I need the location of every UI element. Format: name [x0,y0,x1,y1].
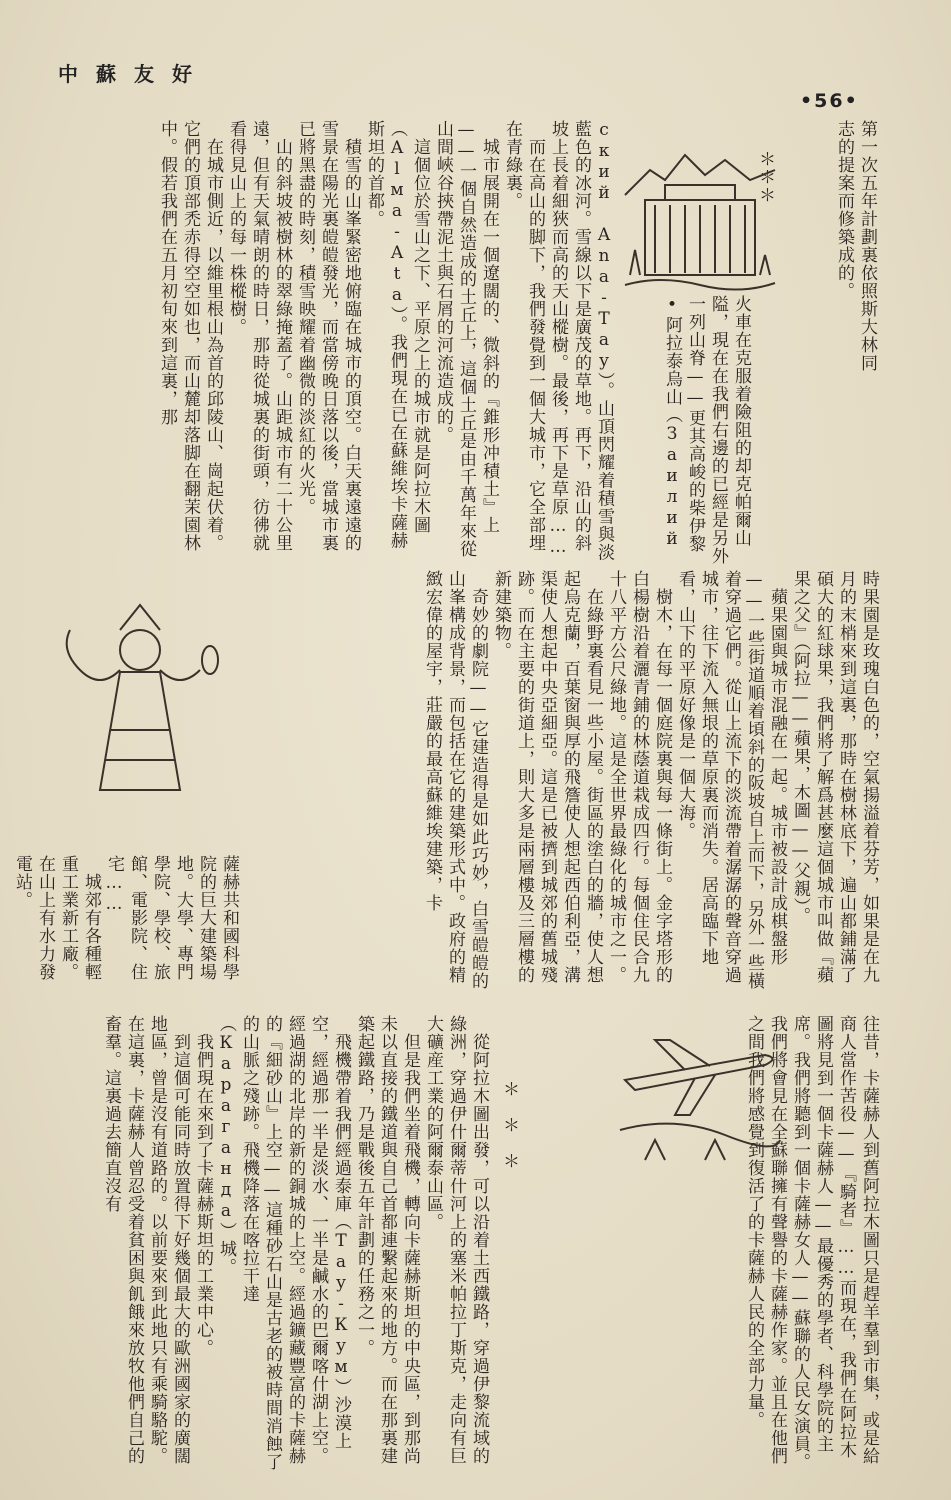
text-top-left: ский Ana-Tay）。山頂閃耀着積雪與淡藍色的冰河。雪線以下是廣茂的草地。再下，沿山的斜坡上長着細狹而高的天山樅樹。最後，再下是草原…… 而在高山的脚下，我們發覺到一個大城市，它全部埋在青綠裏。 城市展開在一個遼闊的、微斜的『錐形冲積土』上——一個自然造成的土丘上，這個土丘是由千萬年來從山間峽谷挾帶泥土與石屑的河流造成的。 這個位於雪山之下、平原之上的城市就是阿拉木圖（Аlма-Аta）。我們現在已在蘇維埃卡薩赫斯坦的首都。 積雪的山峯緊密地俯臨在城市的頂空。白天裏遠遠的雪景在陽光裏皚皚發光，而當傍晚日落以後，當城市裏已將黑盡的時刻，積雪映耀着幽微的淡紅的火光。 山的斜坡被樹林的翠綠掩蓋了。山距城市有二十公里遠，但有天氣晴朗的時日，那時從城裏的街頭，彷彿就看得見山上的每一株樅樹。 在城市側近，以維里根山為首的邱陵山、崗起伏着。它們的頂部禿赤得空空如也，而山麓却落脚在翻茉園林中。假若我們在五月初旬來到這裏，那 [157,120,614,562]
text-bottom-right: 往昔，卡薩赫人到舊阿拉木圖只是趕羊羣到市集，或是給商人當作苦役——『騎者』……而現在，我們在阿拉木圖將見到一個卡薩赫人——最優秀的學者、科學院的主席。我們將聽到一個卡薩赫女人——蘇聯的人民女演員。我們將會見在全蘇聯擁有聲譽的卡薩赫作家。並且在他們之間我們將感覺到復活了的卡薩赫人民的全部力量。 [744,1015,879,1471]
text-mid-right: 時果園是玫瑰白色的，空氣揚溢着芬芳，如果是在九月的末梢來到這裏，那時在樹林底下，遍山都鋪滿了碩大的紅球果，我們將了解爲甚麼這個城市叫做『蘋果之父』（阿拉——蘋果，木圖——父親）。 蘋果園與城市混融在一起。城市被設計成棋盤形——一些街道順着頃斜的阪坡自上而下，另外一些橫着穿過它們。從山上流下的淡流帶着潺潺的聲音穿過城市，往下流入無垠的草原裏而消失。居高臨下地看，山下的平原好像是一個大海。 樹木，在每一個庭院裏與每一條街上。金字塔形的白楊樹沿着灑青鋪的林蔭道栽成四行。每個住民合九十八平方公尺綠地。這是全世界最綠化的城市之一。 在綠野裏看見一些小屋。街區的塗白的牆，使人想起烏克蘭，百葉窗與厚的飛簷使人想起西伯利亞，溝渠使人想起中央亞細亞。這是已被擠到城郊的舊城殘跡。而在主要的街道上，則大多是兩層樓及三層樓的新建築物。 奇妙的劇院——它建造得是如此巧妙，白雪皚皚的山峯構成背景，而包括在它的建築形式中。政府的精緻宏偉的屋宇，莊嚴的最高蘇維埃建築，卡 [422,570,879,990]
magazine-title: 中蘇友好 [58,62,210,86]
text-bottom-left: 從阿拉木圖出發，可以沿着土西鐵路，穿過伊黎流域的綠洲，穿過伊什爾蒂什河上的塞米帕拉丁斯克，走向有巨大礦産工業的阿爾泰山區。 但是我們坐着飛機，轉向卡薩赫斯坦的中央區，到那尚未以直接的鐵道與自己首都連繫起來的地方。而在那裏建築起鐵路，乃是戰後五年計劃的任務之一。 飛機帶着我們經過泰庫（Тау-Кум）沙漠上空，經過那一半是淡水、一半是鹹水的巴爾喀什湖上空。經過湖的北岸的新的銅城的上空。經過鑛藏豐富的卡薩赫的『細砂山』上空——這種砂石山是古老的被時間消蝕了的山脈之殘跡。飛機降落在喀拉干達（Караганда）城。 我們現在來到了卡薩赫斯坦的工業中心。 到這個可能同時放置得下好幾個最大的歐洲國家的廣闊地區，曾是沒有道路的。以前要來到此地只有乘騎駱駝。在這裏，卡薩赫人曾忍受着貧困與飢餓來放牧他們自己的畜羣。這裏過去簡直沒有 [101,1015,489,1471]
text-mid-left: 薩赫共和國科學院的巨大建築場地。大學、專門學院、學校、旅館、電影院、住宅…… 城郊有各種輕重工業新工廠。在山上有水力發電站。 [12,855,239,981]
airplane-icon [615,1020,785,1170]
text-top-right-b: ＊＊＊ [755,150,775,204]
page-number: •56• [800,90,859,112]
building-mountains-icon [620,135,780,295]
text-bottom-stars: ＊ ＊ ＊ [499,1080,519,1170]
dancer-icon [40,590,240,805]
text-top-right-c: 火車在克服着險阻的却克帕爾山隘，現在在我們右邊的已經是另外一列山脊——更其高峻的柴伊黎•阿拉泰烏山（Заилий [662,295,751,565]
text-top-right-a: 第一次五年計劃裏依照斯大林同志的提案而修築成的。 [834,120,877,372]
